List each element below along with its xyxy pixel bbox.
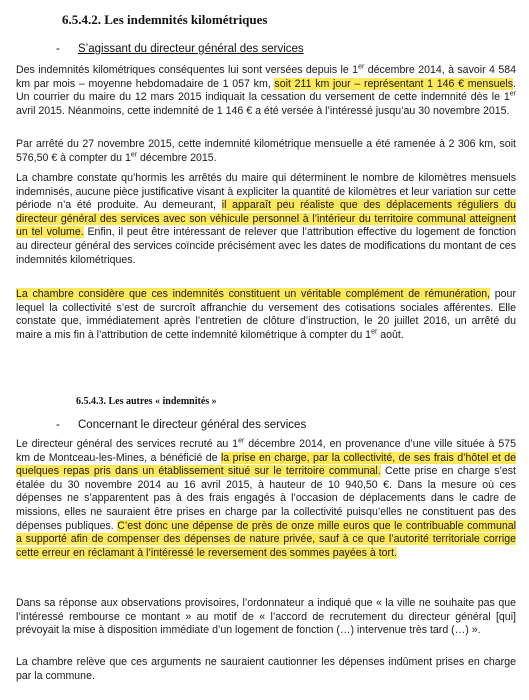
paragraph-6: Dans sa réponse aux observations provisoires, l’ordonnateur a indiqué que « la ville ne souhaite pas que l’intéressé rembourse ce montant » au motif de « l’accord de recrutement du directeur général [qui] prévoyait la mise à disposition immédiate d’un logement de fonction (…) intervenue très tard (…) ». (16, 597, 516, 637)
highlight: C’est donc une dépense de près de onze mille euros que le contribuable communal a supporté afin de compenser des dépenses de nature privée, sauf à ce que l’autorité territoriale corrige cette erreur en réclamant à l’intéressé le reversement des sommes payées à tort. (16, 519, 516, 559)
highlight: il apparaît peu réaliste que des déplacements réguliers du directeur général des services avec son véhicule personnel à l’intérieur du territoire communal atteignent un tel volume. (16, 199, 516, 239)
subheading-dgs-2: - Concernant le directeur général des services (56, 419, 307, 431)
highlight: soit 211 km jour – représentant 1 146 € mensuels (274, 77, 514, 90)
highlight: La chambre considère que ces indemnités constituent un véritable complément de rémunération, (16, 288, 491, 300)
paragraph-4: La chambre considère que ces indemnités constituent un véritable complément de rémunération, pour lequel la collectivité s’est de surcroît affranchie du versement des cotisations sociales afférentes. Elle constate que, immédiatement après l’entretien de clôture d’instruction, le 20 juillet 2016, un arrêté du maire a mis fin à l’attribution de cette indemnité kilométrique à compter du 1er août. (16, 288, 516, 341)
highlight: la prise en charge, par la collectivité, de ses frais d’hôtel et de quelques repas pris dans un établissement situé sur le territoire communal. (16, 451, 516, 478)
paragraph-1: Des indemnités kilométriques conséquentes lui sont versées depuis le 1er décembre 2014, à savoir 4 584 km par mois – moyenne hebdomadaire de 1 057 km, soit 211 km jour – représentant 1 146 € mensuels. Un courrier du maire du 12 mars 2015 indiquait la cessation du versement de cette indemnité dès le 1er avril 2015. Néanmoins, cette indemnité de 1 146 € a été versée à l’intéressé jusqu’au 30 novembre 2015. (16, 63, 516, 117)
paragraph-3: La chambre constate qu’hormis les arrêtés du maire qui déterminent le nombre de kilomètres mensuels indemnisés, aucune pièce justificative visant à expliciter la quantité de kilomètres et leur variation sur cette période n’a été produite. Au demeurant, il apparaît peu réaliste que des déplacements réguliers du directeur général des services avec son véhicule personnel à l’intérieur du territoire communal atteignent un tel volume. Enfin, il peut être intéressant de relever que l’attribution effective du logement de fonction au directeur général des services coïncide précisément avec les dates de modifications du montant de ces indemnités kilométriques. (16, 172, 517, 266)
paragraph-2: Par arrêté du 27 novembre 2015, cette indemnité kilométrique mensuelle a été ramenée à 2 306 km, soit 576,50 € à compter du 1er décembre 2015. (16, 138, 516, 164)
section-heading-indemnites-kilometriques: 6.5.4.2. Les indemnités kilométriques (62, 12, 268, 27)
section-heading-autres-indemnites: 6.5.4.3. Les autres « indemnités » (76, 396, 217, 407)
subheading-dgs-1: - S’agissant du directeur général des services (56, 43, 304, 55)
paragraph-5: Le directeur général des services recruté au 1er décembre 2014, en provenance d’une ville située à 575 km de Montceau-les-Mines, a bénéficié de la prise en charge, par la collectivité, de ses frais d’hôtel et de quelques repas pris dans un établissement situé sur le territoire communal. Cette prise en charge s’est étalée du 30 novembre 2014 au 16 avril 2015, à hauteur de 10 940,50 €. Dans la mesure où ces dépenses ne s’apparentent pas à des frais engagés à l’occasion de déplacements dans le cadre de missions, elles ne sauraient être prises en charge par la collectivité puisqu’elles ne constituent pas des dépenses publiques. C’est donc une dépense de près de onze mille euros que le contribuable communal a supporté afin de compenser des dépenses de nature privée, sauf à ce que l’autorité territoriale corrige cette erreur en réclamant à l’intéressé le reversement des sommes payées à tort. (16, 437, 516, 559)
paragraph-7: La chambre relève que ces arguments ne sauraient cautionner les dépenses indûment prises en charge par la commune. (16, 656, 516, 682)
subheading-text: S’agissant du directeur général des services (78, 43, 304, 55)
subheading-text: Concernant le directeur général des services (78, 419, 307, 431)
